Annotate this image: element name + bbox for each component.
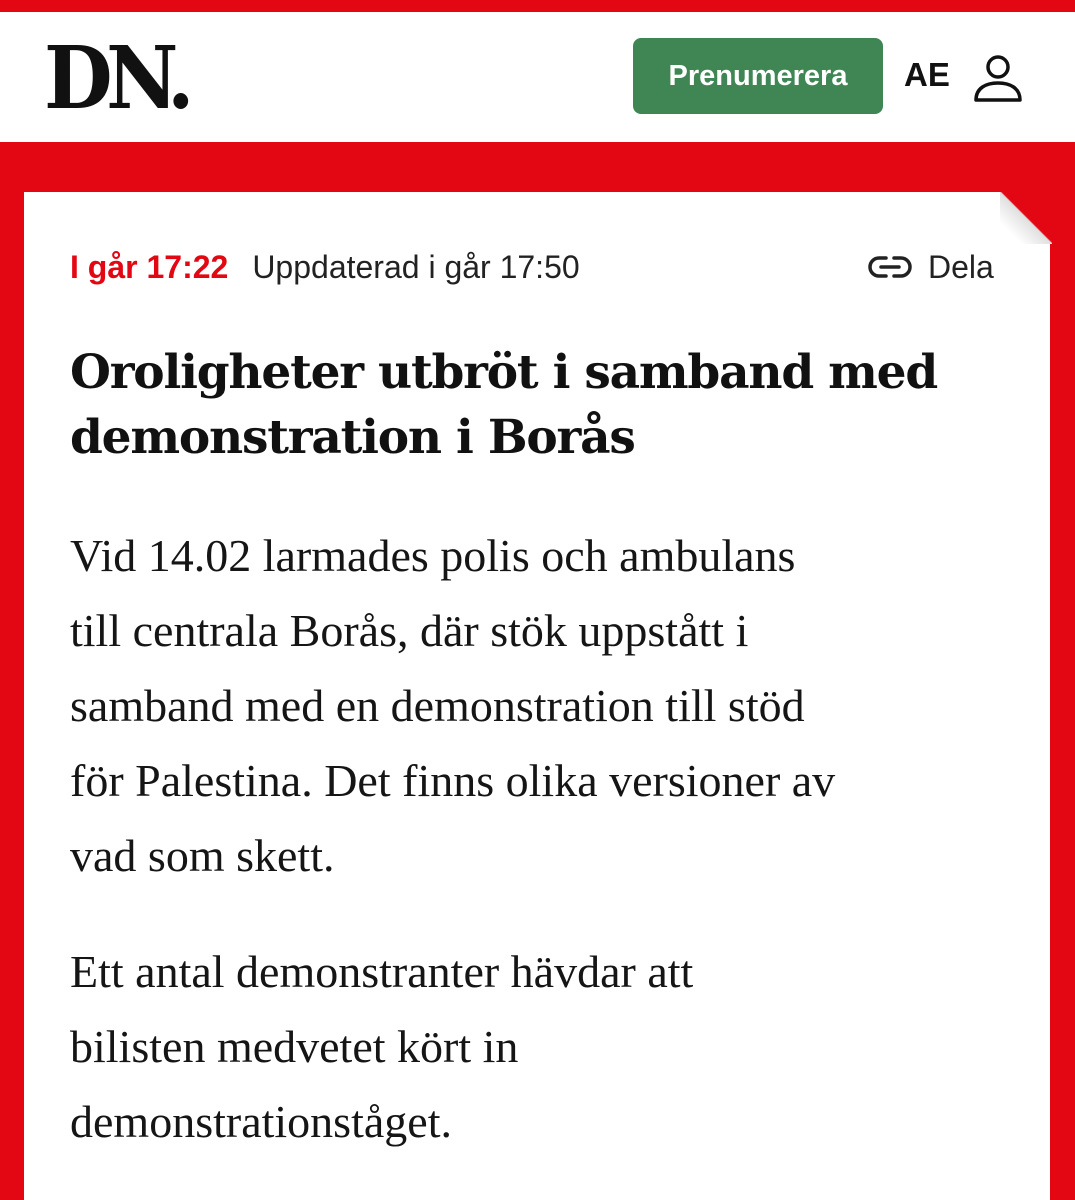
article-meta bbox=[70, 245, 580, 289]
article-headline: Oroligheter utbröt i samband med demonstration i Borås bbox=[70, 345, 938, 465]
person-icon[interactable] bbox=[971, 53, 1025, 103]
page-fold-corner bbox=[1000, 192, 1052, 244]
subscribe-button[interactable]: Prenumerera bbox=[633, 38, 883, 114]
site-header bbox=[0, 12, 1075, 142]
article-paragraph: Vid 14.02 larmades polis och ambulans till centrala Borås, där stök uppstått i samband med en demonstration till stöd för Palestina. Det finns olika versioner av vad som skett. bbox=[70, 530, 836, 881]
share-button[interactable] bbox=[866, 245, 994, 289]
link-icon bbox=[866, 253, 914, 281]
share-label: Dela bbox=[928, 248, 994, 285]
article-paragraph: Ett antal demonstranter hävdar att bilisten medvetet kört in demonstrationståget. bbox=[70, 946, 694, 1147]
dn-logo[interactable]: DN. bbox=[44, 28, 189, 129]
top-accent-stripe bbox=[0, 0, 1075, 12]
updated-time: Uppdaterad i går 17:50 bbox=[252, 248, 580, 285]
user-initials[interactable]: AE bbox=[904, 56, 950, 93]
published-time: I går 17:22 bbox=[70, 248, 229, 285]
